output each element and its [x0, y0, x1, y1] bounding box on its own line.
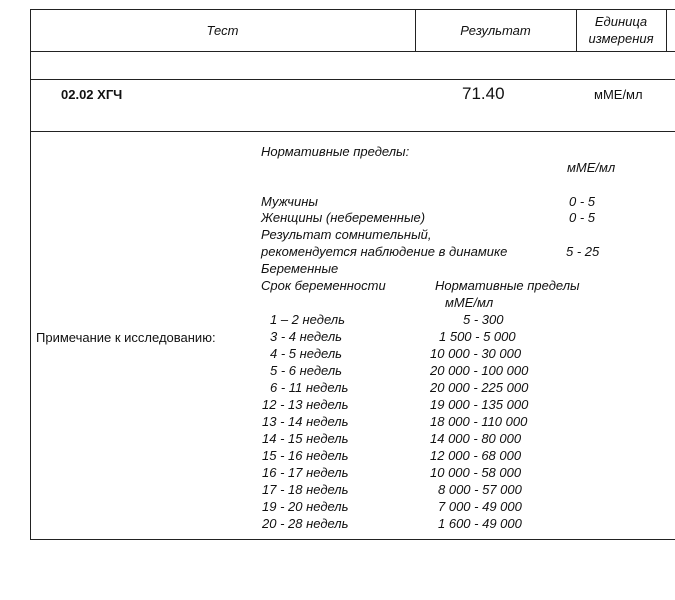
week-range: 8 000 - 57 000 — [438, 482, 522, 497]
week-term: 17 - 18 недель — [262, 482, 349, 497]
week-range: 20 000 - 225 000 — [430, 380, 529, 395]
table-bottom-border — [30, 539, 675, 540]
test-unit: мМЕ/мл — [594, 87, 643, 102]
week-term: 19 - 20 недель — [262, 499, 349, 514]
men-value: 0 - 5 — [569, 194, 596, 209]
week-range: 1 600 - 49 000 — [438, 516, 522, 531]
pregnant-label: Беременные — [261, 261, 339, 276]
week-range: 10 000 - 58 000 — [430, 465, 522, 480]
week-term: 13 - 14 недель — [262, 414, 349, 429]
week-range: 20 000 - 100 000 — [430, 363, 529, 378]
norm-unit: мМЕ/мл — [567, 160, 616, 175]
week-term: 5 - 6 недель — [270, 363, 343, 378]
men-label: Мужчины — [261, 194, 318, 209]
row-bottom-border — [30, 131, 675, 132]
norm-title: Нормативные пределы: — [261, 144, 410, 159]
term-header: Срок беременности — [261, 278, 386, 293]
limits-header: Нормативные пределы — [435, 278, 580, 293]
header-result: Результат — [460, 23, 531, 38]
week-range: 10 000 - 30 000 — [430, 346, 522, 361]
test-name: 02.02 ХГЧ — [61, 87, 123, 102]
doubtful-line1: Результат сомнительный, — [261, 227, 432, 242]
header-unit-line2: измерения — [588, 31, 654, 46]
note-label: Примечание к исследованию: — [36, 330, 216, 345]
week-range: 18 000 - 110 000 — [430, 414, 528, 429]
week-term: 20 - 28 недель — [262, 516, 349, 531]
week-range: 7 000 - 49 000 — [438, 499, 522, 514]
women-value: 0 - 5 — [569, 210, 596, 225]
week-range: 1 500 - 5 000 — [439, 329, 516, 344]
week-term: 6 - 11 недель — [270, 380, 349, 395]
week-term: 14 - 15 недель — [262, 431, 349, 446]
table-left-border — [30, 9, 31, 540]
week-term: 4 - 5 недель — [270, 346, 343, 361]
week-range: 5 - 300 — [463, 312, 504, 327]
table-top-border — [30, 9, 675, 10]
week-range: 12 000 - 68 000 — [430, 448, 522, 463]
doubtful-value: 5 - 25 — [566, 244, 600, 259]
limits-unit: мМЕ/мл — [445, 295, 494, 310]
week-term: 16 - 17 недель — [262, 465, 349, 480]
header-unit-line1: Единица — [594, 14, 648, 29]
header-bottom-border — [30, 51, 675, 52]
spacer-bottom-border — [30, 79, 675, 80]
header-divider-3 — [666, 9, 667, 52]
week-term: 3 - 4 недель — [270, 329, 343, 344]
doubtful-line2: рекомендуется наблюдение в динамике — [261, 244, 508, 259]
week-term: 15 - 16 недель — [262, 448, 349, 463]
week-range: 19 000 - 135 000 — [430, 397, 529, 412]
week-term: 12 - 13 недель — [262, 397, 349, 412]
week-range: 14 000 - 80 000 — [430, 431, 522, 446]
header-test: Тест — [206, 23, 239, 38]
women-label: Женщины (небеременные) — [261, 210, 426, 225]
test-result: 71.40 — [462, 84, 505, 103]
week-term: 1 – 2 недель — [270, 312, 345, 327]
